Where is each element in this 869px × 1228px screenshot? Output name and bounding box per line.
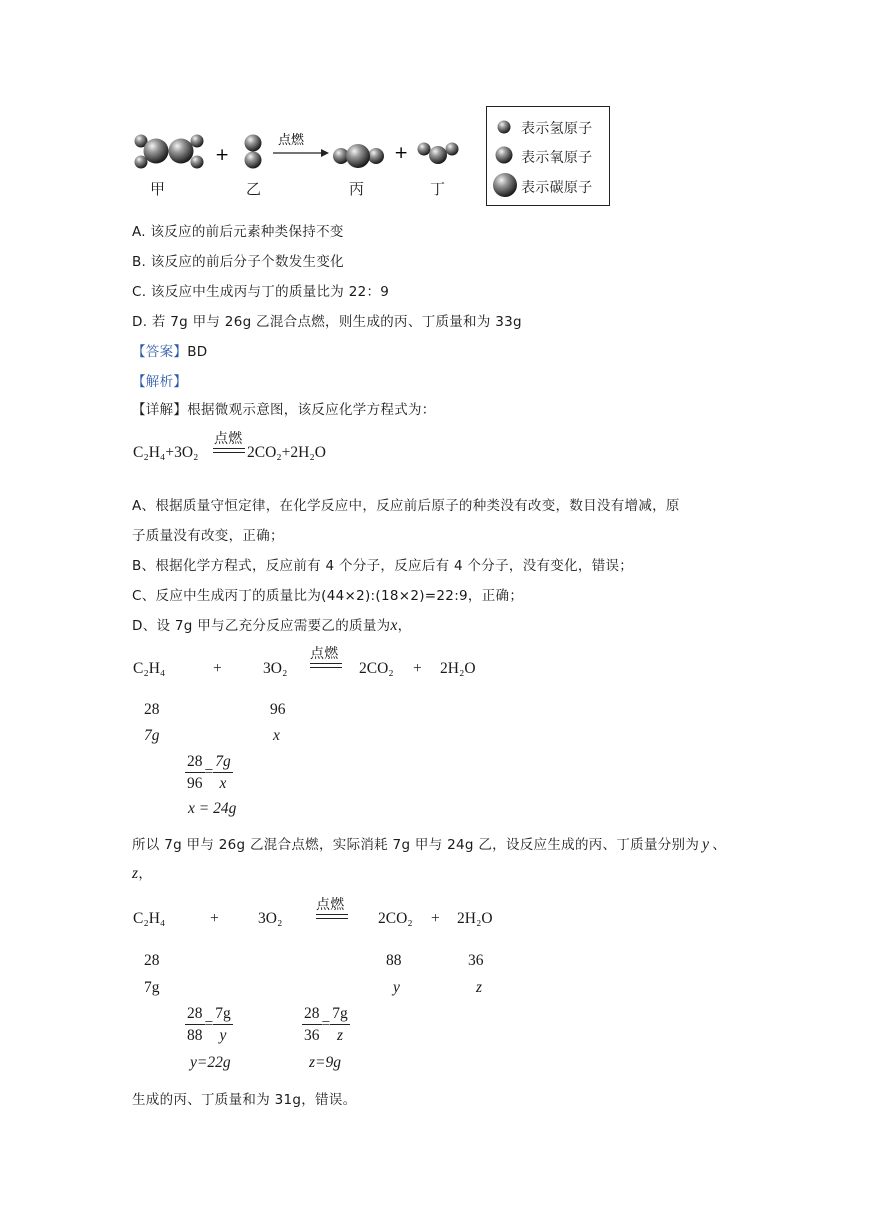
calc2-given4: z	[476, 979, 483, 996]
option-a: A. 该反应的前后元素种类保持不变	[132, 224, 344, 240]
plus-sign: +	[394, 143, 409, 163]
legend-item-hydrogen	[487, 115, 609, 139]
calc2-result-y: y=22g	[190, 1054, 231, 1071]
calc1-mass2: 96	[270, 701, 286, 718]
option-c: C. 该反应中生成丙与丁的质量比为 22：9	[132, 284, 390, 300]
oxygen-atom	[245, 152, 262, 169]
reaction-arrow	[273, 132, 329, 157]
molecule-yi	[245, 135, 262, 169]
calc2-plus: +	[210, 910, 219, 927]
explanation-c: C、反应中生成丙丁的质量比为(44×2):(18×2)=22:9，正确；	[132, 588, 524, 604]
calc1-plus: +	[213, 660, 222, 677]
legend-label: 表示氢原子	[521, 121, 593, 137]
calc2-given3: y	[393, 979, 400, 996]
hydrogen-atom	[191, 156, 204, 169]
explanation-d-text: D、设 7g 甲与乙充分反应需要乙的质量为	[132, 618, 391, 634]
calc2-proportion-2: $\frac{28}{36}$ = $\frac{7g}{z}$	[304, 1005, 348, 1044]
calc1-reactant1: C₂H₄	[133, 660, 166, 677]
oxygen-atom-icon	[493, 144, 515, 166]
calc2-mass3: 88	[386, 952, 402, 969]
calc2-product2: 2H₂O	[457, 910, 493, 927]
explanation-d-end: ，	[397, 618, 412, 634]
explanation-b: B、根据化学方程式，反应前有 4 个分子，反应后有 4 个分子，没有变化，错误；	[132, 558, 634, 574]
equation-condition: 点燃	[214, 431, 243, 447]
calc2-given1: 7g	[144, 979, 160, 996]
molecule-label-yi: 乙	[246, 180, 262, 198]
option-d: D. 若 7g 甲与 26g 乙混合点燃，则生成的丙、丁质量和为 33g	[132, 314, 522, 330]
calc2-condition: 点燃	[316, 897, 345, 913]
fraction: $\frac{7g}{z}$	[332, 1005, 348, 1044]
option-b: B. 该反应的前后分子个数发生变化	[132, 254, 344, 270]
analysis-label: 【解析】	[132, 374, 188, 390]
fraction: $\frac{7g}{y}$	[215, 1005, 231, 1044]
legend-label: 表示碳原子	[521, 180, 593, 196]
oxygen-atom	[429, 146, 447, 164]
paragraph-end: ，	[138, 866, 153, 882]
carbon-atom	[144, 139, 169, 164]
calc1-mass1: 28	[144, 701, 160, 718]
calc2-equals-bottom	[316, 918, 348, 919]
molecule-label-bing: 丙	[349, 180, 365, 198]
detail-line	[132, 398, 436, 418]
calc1-equals-bottom	[310, 667, 342, 668]
arrow-condition: 点燃	[278, 133, 305, 148]
calc2-reactant1: C₂H₄	[133, 910, 166, 927]
hydrogen-atom	[446, 143, 459, 156]
molecule-label-jia: 甲	[150, 180, 166, 198]
calc1-proportion: $\frac{28}{96}$ = $\frac{7g}{x}$	[187, 753, 231, 792]
equation-right: 2CO₂+2H₂O	[247, 444, 326, 461]
equals-bar-top	[213, 448, 245, 449]
paragraph-after-line1	[132, 833, 726, 854]
explanation-d	[132, 614, 411, 635]
conclusion: 生成的丙、丁质量和为 31g，错误。	[132, 1092, 357, 1108]
calc2-mass4: 36	[468, 952, 484, 969]
paragraph-text: 所以 7g 甲与 26g 乙混合点燃，实际消耗 7g 甲与 24g 乙，设反应生成的丙、丁质量分别为	[132, 837, 700, 853]
calc1-reactant2: 3O₂	[263, 660, 288, 677]
calc1-condition: 点燃	[310, 646, 339, 662]
fraction: $\frac{7g}{x}$	[215, 753, 231, 792]
molecule-jia	[135, 135, 204, 169]
carbon-atom	[169, 139, 194, 164]
fraction: $\frac{28}{36}$	[304, 1005, 320, 1044]
diagram-legend	[486, 106, 610, 206]
hydrogen-atom-icon	[495, 118, 513, 136]
calc1-product2: 2H₂O	[440, 660, 476, 677]
answer-value: BD	[187, 344, 208, 360]
explanation-a-line2: 子质量没有改变，正确；	[132, 528, 284, 544]
hydrogen-atom	[418, 143, 431, 156]
legend-label: 表示氧原子	[521, 150, 593, 166]
calc2-product1: 2CO₂	[378, 910, 413, 927]
paragraph-after-line2	[132, 862, 152, 883]
legend-item-carbon	[487, 174, 609, 198]
calc2-mass1: 28	[144, 952, 160, 969]
separator: 、	[712, 837, 727, 853]
calc1-given2: x	[273, 727, 280, 744]
equation-left: C₂H₄+3O₂	[133, 444, 199, 461]
calc2-result-z: z=9g	[309, 1054, 341, 1071]
plus-sign: +	[215, 145, 230, 165]
oxygen-atom	[368, 148, 384, 164]
variable-z: z	[132, 865, 139, 882]
fraction: $\frac{28}{88}$	[187, 1005, 203, 1044]
fraction: $\frac{28}{96}$	[187, 753, 203, 792]
calc1-equals-top	[310, 663, 342, 664]
calc1-result: x = 24g	[188, 800, 237, 817]
calc1-product1: 2CO₂	[359, 660, 394, 677]
molecule-label-ding: 丁	[430, 180, 446, 198]
molecule-bing	[333, 144, 384, 168]
oxygen-atom	[245, 135, 262, 152]
answer-line	[132, 340, 207, 360]
legend-item-oxygen	[487, 144, 609, 168]
answer-label: 【答案】	[132, 344, 188, 360]
calc2-equals-top	[316, 914, 348, 915]
carbon-atom	[346, 144, 370, 168]
molecule-ding	[418, 143, 459, 165]
hydrogen-atom	[191, 135, 204, 148]
calc1-plus2: +	[413, 660, 422, 677]
calc2-reactant2: 3O₂	[258, 910, 283, 927]
detail-label: 【详解】	[132, 402, 188, 418]
equals-bar-bottom	[213, 452, 245, 453]
reaction-diagram	[120, 120, 480, 205]
calc1-given1: 7g	[144, 727, 160, 744]
calc2-proportion-1: $\frac{28}{88}$ = $\frac{7g}{y}$	[187, 1005, 231, 1044]
variable-y: y	[702, 836, 710, 853]
carbon-atom-icon	[491, 171, 519, 199]
variable-x: x	[390, 617, 398, 634]
detail-text: 根据微观示意图，该反应化学方程式为：	[187, 402, 436, 418]
calc2-plus2: +	[431, 910, 440, 927]
explanation-a-line1: A、根据质量守恒定律，在化学反应中，反应前后原子的种类没有改变，数目没有增减，原	[132, 498, 680, 514]
